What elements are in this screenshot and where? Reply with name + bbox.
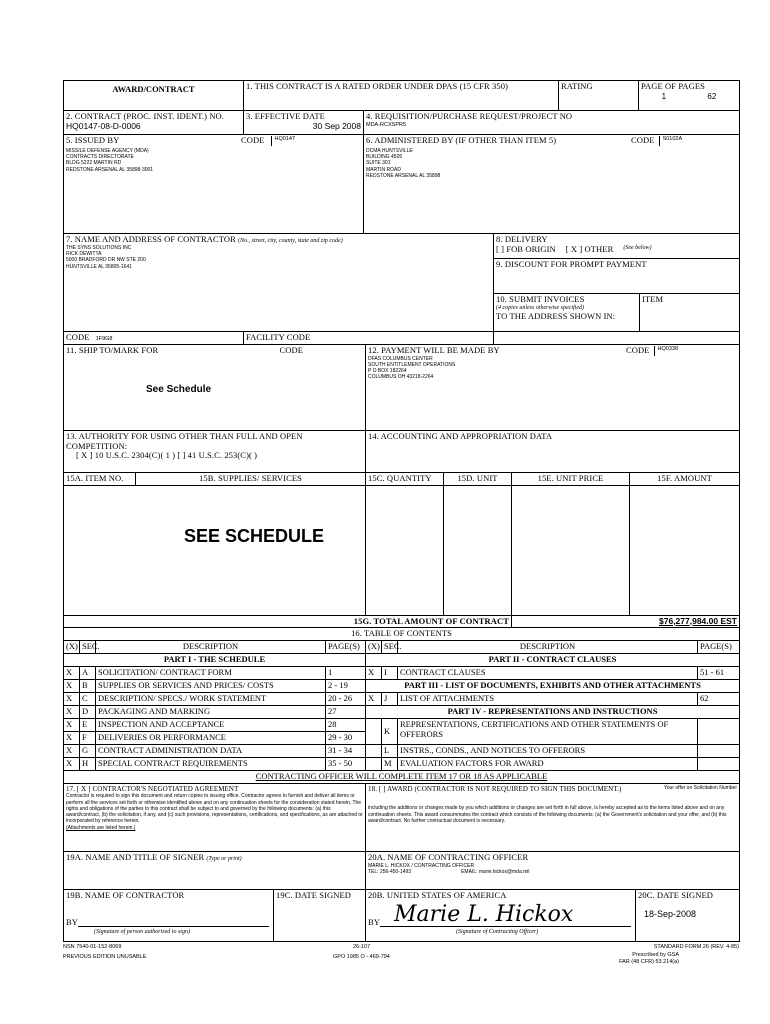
signer-name-label: 19A. NAME AND TITLE OF SIGNER [66,852,205,863]
payment-cell [366,344,740,430]
contract-number-cell [64,111,244,135]
ship-to-label: 11. SHIP TO/MARK FOR [66,344,159,355]
toc-row-pages: 62 [698,693,740,706]
issued-by-label: 5. ISSUED BY [66,135,120,145]
administered-by-address [366,148,737,179]
quantity-header: 15C. QUANTITY [366,472,444,485]
award-cell [366,784,740,852]
toc-row-sec: G [80,745,96,758]
usa-date-cell [636,890,740,942]
toc-x-header-2: (X) [366,641,382,654]
usa-by: BY [368,917,381,928]
negotiated-agreement-cell [64,784,366,852]
header-table [63,80,740,111]
row7-table [63,233,740,345]
ship-to-cell [64,344,366,430]
delivery-label: 8. DELIVERY [496,234,548,244]
toc-row-desc: EVALUATION FACTORS FOR AWARD [398,758,698,771]
toc-row-sec: H [80,758,96,771]
row2-table [63,110,740,135]
blocks-17-18 [63,783,740,852]
toc-row-pages: 31 - 34 [326,745,366,758]
toc-row-desc: SPECIAL CONTRACT REQUIREMENTS [96,758,326,771]
rating-label: RATING [559,81,639,111]
admin-line-3: SUITE 301 [366,160,391,167]
contractor-line-3: 5000 BRADFORD DR NW STE 200 [66,257,146,264]
item-label: ITEM [640,294,740,332]
toc-row-pages: 20 - 26 [326,693,366,706]
negotiated-agreement-text: Contractor is required to sign this document and return copies to issuing office. Contractor agrees to furnish and deliver all items or perform all the services set forth or otherwise identified above and on any continuation sheets for the consideration stated herein. The rights and obligations of the parties to this contract shall be subject to and governed by the following documents: (a) this award/contract, (b) the solicitation, if any, and (c) such provisions, representations, certifications, and specifications, as are attached or incorporated by reference herein. [66,793,363,825]
toc-row-x: X [64,667,80,680]
toc-row-x: X [366,693,382,706]
toc-row-x [366,758,382,771]
contracting-officer-label: 20A. NAME OF CONTRACTING OFFICER [368,852,529,863]
signers-table [63,851,740,942]
toc-part4: PART IV - REPRESENTATIONS AND INSTRUCTIONS [366,706,740,719]
contractor-line-2: RICK DEWITTA [66,251,102,258]
effective-date: 30 Sep 2008 [312,120,361,131]
effective-date-cell [244,111,364,135]
issued-by-cell [64,135,364,234]
toc-row-x: X [64,706,80,719]
toc-row-desc: REPRESENTATIONS, CERTIFICATIONS AND OTHER STATEMENTS OF OFFERORS [398,719,698,745]
payment-line-1: DFAS COLUMBUS CENTER [368,355,433,362]
contractor-hint: (No., street, city, county, state and zip code) [238,238,343,244]
issued-by-address [66,148,361,173]
toc-row-desc: DELIVERIES OR PERFORMANCE [96,732,326,745]
toc-row-pages [698,745,740,758]
toc-row-desc: INSTRS., CONDS., AND NOTICES TO OFFERORS [398,745,698,758]
footer-num: 26-107 [353,944,371,951]
authority-label: 13. AUTHORITY FOR USING OTHER THAN FULL AND OPEN COMPETITION: [66,430,303,451]
payment-code-label: CODE [626,344,650,355]
toc-row-x [366,719,382,745]
toc-part3: PART III - LIST OF DOCUMENTS, EXHIBITS AND OTHER ATTACHMENTS [366,680,740,693]
contracting-officer-signature: Marie L. Hickox [394,902,574,928]
toc-row-pages: 51 - 61 [698,667,740,680]
unit-header: 15D. UNIT [444,472,512,485]
toc-row-pages: 27 [326,706,366,719]
toc-row-desc: SUPPLIES OR SERVICES AND PRICES/ COSTS [96,680,326,693]
toc-row-sec: I [382,667,398,680]
toc-row-desc: CONTRACT CLAUSES [398,667,698,680]
authority-line: [ X ] 10 U.S.C. 2304(C)( 1 ) [ ] 41 U.S.C. 253(C)( ) [76,450,258,461]
other-hint: (See below) [623,244,652,251]
contracting-officer-note: CONTRACTING OFFICER WILL COMPLETE ITEM 17 OR 18 AS APPLICABLE [64,771,740,784]
award-text: including the additions or changes made by you which additions or changes are set forth in full above, is hereby accepted as to the items listed above and on any continuation sheets. This award consummates the contract which consists of the following documents: (a) the Government's solicitation and your offer, and (b) this award/contract. No further contractual document is necessary. [368,805,727,824]
contractor-name-label: 19B. NAME OF CONTRACTOR [66,890,185,901]
admin-code: S0102A [659,136,683,146]
row5-table [63,134,740,234]
contractor-line-1: THE SYNS SOLUTIONS INC [66,244,132,251]
admin-line-2: BUILDING 4505 [366,154,403,161]
toc-pages-header: PAGE(S) [326,641,366,654]
negotiated-agreement-foot: (Attachments are listed herein.) [66,824,136,831]
toc-row-desc: LIST OF ATTACHMENTS [398,693,698,706]
toc-part1: PART I - THE SCHEDULE [64,654,366,667]
toc-row-sec: A [80,667,96,680]
footer-nsn: NSN 7540-01-152-8069 [63,944,122,951]
page-of-pages-label: PAGE OF PAGES [641,81,705,91]
contractor-cell [64,234,494,332]
submit-hint: (4 copies unless otherwise specified) [496,304,584,311]
toc-x-header: (X) [64,641,80,654]
toc-row-x: X [64,719,80,732]
toc-row-sec: E [80,719,96,732]
footer-std: STANDARD FORM 26 (REV. 4-85) [653,944,739,951]
issued-code-label: CODE [241,135,265,145]
toc-row-pages: 28 [326,719,366,732]
footer-gpo: GPO 1985 O - 469-794 [333,954,390,961]
toc-sec-header: SEC. [80,641,96,654]
toc-desc-header: DESCRIPTION [96,641,326,654]
page-number: 1 [661,91,667,101]
see-schedule-text: SEE SCHEDULE [184,525,325,546]
contractor-code: 1F9G8 [95,336,113,342]
fob-origin-option: [ ] FOB ORIGIN [496,243,556,254]
signer-name-cell [64,852,366,890]
footer-prev: PREVIOUS EDITION UNUSABLE [63,954,147,961]
schedule-body [64,485,366,615]
toc-pages-header-2: PAGE(S) [698,641,740,654]
contracting-officer-phone: TEL: 256-450-1493 [368,869,412,876]
toc-row-desc: DESCRIPTION/ SPECS./ WORK STATEMENT [96,693,326,706]
toc-row-pages [698,719,740,745]
issued-line-1: MISSILE DEFENSE AGENCY (MDA) [66,147,149,154]
quantity-body [366,485,444,615]
contractor-date-label: 19C. DATE SIGNED [274,890,366,942]
issued-line-3: BLDG 5222 MARTIN RD [66,160,122,167]
contractor-signature-hint: (Signature of person authorized to sign) [94,929,190,936]
toc-row-x: X [64,693,80,706]
form-footer [63,942,739,966]
toc-row-x [366,745,382,758]
toc-desc-header-2: DESCRIPTION [398,641,698,654]
toc-row-sec: C [80,693,96,706]
effective-date-label: 3. EFFECTIVE DATE [246,111,325,121]
row7-spacer [494,332,740,345]
toc-row-x: X [64,680,80,693]
admin-code-label: CODE [631,135,655,145]
row11-table [63,344,740,431]
usa-label: 20B. UNITED STATES OF AMERICA [368,890,507,901]
toc-row-pages [698,758,740,771]
contracting-officer-email: EMAIL: marie.hickox@mda.mil [461,869,530,876]
payment-code: HQ0338 [654,346,679,356]
payment-line-2: SOUTH ENTITLEMENT OPERATIONS [368,361,456,368]
contractor-code-cell [64,332,244,345]
form-title: AWARD/CONTRACT [64,81,244,111]
submit-to: TO THE ADDRESS SHOWN IN: [496,310,616,321]
contractor-signature-line [78,926,269,927]
requisition-number: MDA-RCXSPR5 [366,121,407,128]
discount-label: 9. DISCOUNT FOR PROMPT PAYMENT [494,258,739,271]
toc-row-sec: F [80,732,96,745]
admin-line-5: REDSTONE ARSENAL AL 35898 [366,172,441,179]
payment-line-3: P O BOX 182264 [368,368,407,375]
contract-number-label: 2. CONTRACT (PROC. INST. IDENT.) NO. [66,111,225,121]
payment-address [368,356,737,381]
requisition-cell [364,111,740,135]
toc-row-desc: PACKAGING AND MARKING [96,706,326,719]
sf26-form [63,80,739,970]
contracting-officer-cell [366,852,740,890]
issued-line-4: REDSTONE ARSENAL AL 35898-3001 [66,166,154,173]
toc-row-sec: D [80,706,96,719]
toc-row-sec: M [382,758,398,771]
usa-date-signed: 18-Sep-2008 [644,909,697,920]
admin-line-4: MARTIN ROAD [366,166,401,173]
toc-row-sec: L [382,745,398,758]
unit-price-header: 15E. UNIT PRICE [512,472,630,485]
delivery-cell [494,234,740,294]
toc-row-x: X [64,745,80,758]
toc-part2: PART II - CONTRACT CLAUSES [366,654,740,667]
item-no-header: 15A. ITEM NO. [64,472,136,485]
usa-signature-hint: (Signature of Contracting Officer) [456,929,539,936]
toc-title: 16. TABLE OF CONTENTS [64,628,740,641]
toc-sec-header-2: SEC. [382,641,398,654]
usa-signature-cell [366,890,636,942]
admin-line-1: DCMA HUNTSVILLE [366,147,413,154]
toc-row-pages: 35 - 50 [326,758,366,771]
payment-line-4: COLUMBUS OH 43218-2264 [368,374,434,381]
row13-table [63,430,740,473]
administered-by-label: 6. ADMINISTERED BY (IF OTHER THAN ITEM 5) [366,135,557,145]
requisition-label: 4. REQUISITION/PURCHASE REQUEST/PROJECT NO [366,111,573,121]
issued-code: HQ0147 [271,136,296,146]
toc-table [63,627,740,784]
contractor-signature-cell [64,890,274,942]
award-solicitation: Your offer on Solicitation Number [663,785,737,792]
submit-invoices-label: 10. SUBMIT INVOICES [496,294,585,304]
contractor-code-label: CODE [66,332,90,342]
toc-row-desc: SOLICITATION/ CONTRACT FORM [96,667,326,680]
toc-row-x: X [366,667,382,680]
amount-body [630,485,740,615]
submit-invoices-cell [494,294,640,332]
administered-by-cell [364,135,740,234]
toc-row-sec: B [80,680,96,693]
page-of-pages [639,81,740,111]
contractor-label: 7. NAME AND ADDRESS OF CONTRACTOR [66,234,236,244]
toc-row-desc: INSPECTION AND ACCEPTANCE [96,719,326,732]
page-count: 62 [707,91,717,101]
ship-code-label: CODE [279,344,303,355]
other-option: [ X ] OTHER [565,243,614,254]
items-table [63,472,740,629]
supplies-header: 15B. SUPPLIES/ SERVICES [136,472,366,485]
contractor-by: BY [66,917,79,928]
payment-label: 12. PAYMENT WILL BE MADE BY [368,344,500,355]
toc-row-pages: 29 - 30 [326,732,366,745]
total-label: 15G. TOTAL AMOUNT OF CONTRACT [64,615,512,628]
contractor-address [66,245,491,270]
signer-name-hint: (Type or print) [206,856,242,863]
usa-signature-line [380,926,631,927]
toc-row-desc: CONTRACT ADMINISTRATION DATA [96,745,326,758]
footer-gsa: Prescribed by GSA [632,952,679,959]
unit-price-body [512,485,630,615]
contract-number: HQ0147-08-D-0006 [66,120,141,131]
contracting-officer-name: MARIE L. HICKOX / CONTRACTING OFFICER [368,863,475,870]
toc-row-sec: J [382,693,398,706]
footer-far: FAR (48 CFR) 53.214(a) [619,959,679,966]
award-label: 18. [ ] AWARD (CONTRACTOR IS NOT REQUIRED TO SIGN THIS DOCUMENT.) [368,785,622,794]
total-amount: $76,277,984.00 EST [512,615,740,628]
toc-row-x: X [64,758,80,771]
toc-row-x: X [64,732,80,745]
accounting-label: 14. ACCOUNTING AND APPROPRIATION DATA [366,430,740,472]
ship-to-value: See Schedule [146,383,212,395]
negotiated-agreement-label: 17. [ X ] CONTRACTOR'S NEGOTIATED AGREEMENT [66,785,239,794]
toc-row-pages: 1 [326,667,366,680]
unit-body [444,485,512,615]
authority-cell [64,430,366,472]
facility-code-label: FACILITY CODE [244,332,494,345]
rated-order-label: 1. THIS CONTRACT IS A RATED ORDER UNDER DPAS (15 CFR 350) [244,81,559,111]
issued-line-2: CONTRACTS DIRECTORATE [66,154,134,161]
toc-row-pages: 2 - 19 [326,680,366,693]
toc-row-sec: K [382,719,398,745]
usa-date-label: 20C. DATE SIGNED [638,890,714,901]
amount-header: 15F. AMOUNT [630,472,740,485]
contractor-line-4: HUNTSVILLE AL 35805-1641 [66,263,132,270]
